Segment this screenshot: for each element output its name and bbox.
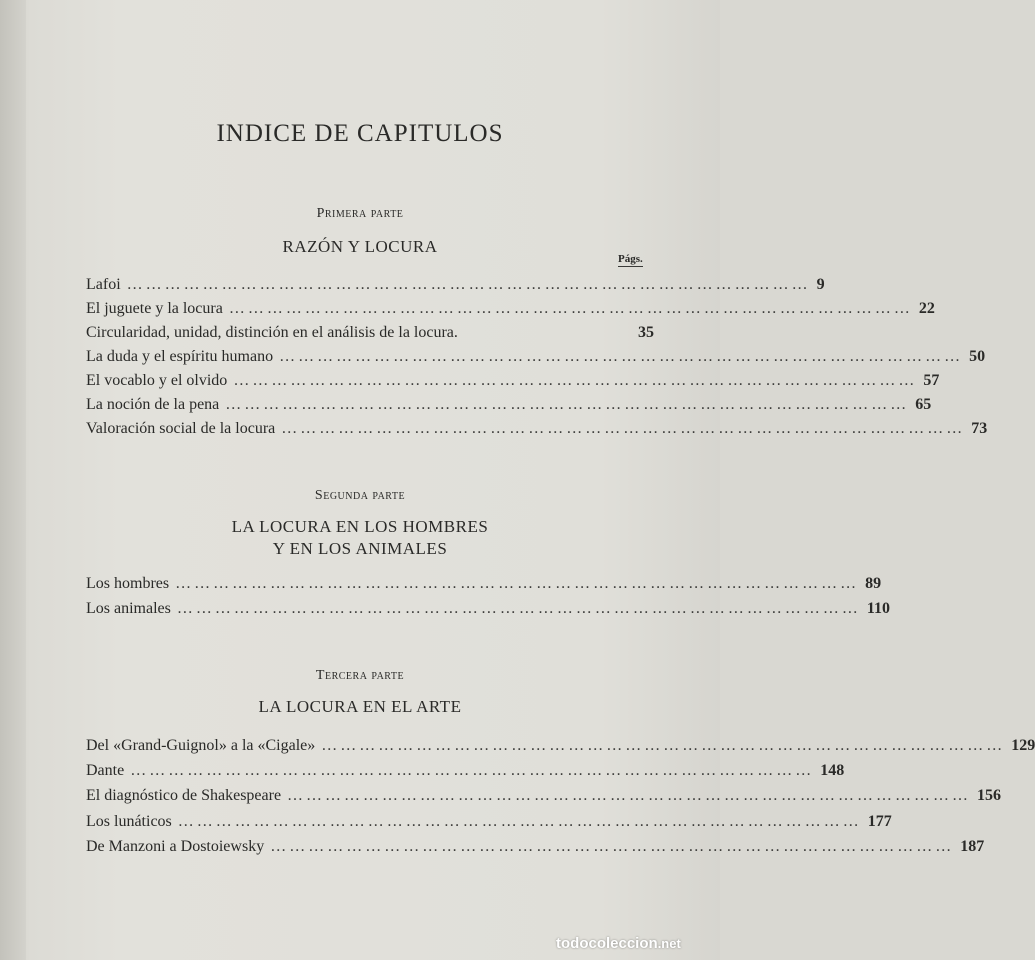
toc-entry-title: Los lunáticos xyxy=(86,813,172,830)
toc-entry[interactable] xyxy=(86,276,825,300)
toc-entry-page: 57 xyxy=(923,372,940,389)
toc-entry[interactable] xyxy=(86,348,986,372)
leader-dots: ……………………………………………………………………………………………… xyxy=(233,372,918,389)
part-title-2-line-1: LA LOCURA EN LOS HOMBRES xyxy=(231,517,489,536)
toc-entry-page: 148 xyxy=(820,762,845,779)
part-label-3: Tercera parte xyxy=(315,668,405,683)
toc-entry-title: El diagnóstico de Shakespeare xyxy=(86,787,282,804)
part-title-1: RAZÓN Y LOCURA xyxy=(282,237,438,256)
toc-entry[interactable] xyxy=(86,600,890,624)
toc-entry-title: La duda y el espíritu humano xyxy=(86,348,274,365)
pags-label: Págs. xyxy=(618,253,643,265)
toc-entry[interactable] xyxy=(86,737,1035,761)
toc-entry-title: Los animales xyxy=(86,600,171,617)
toc-entry[interactable] xyxy=(86,324,654,348)
toc-entry-page: 110 xyxy=(866,600,890,617)
leader-dots: ……………………………………………………………………………………………… xyxy=(228,300,913,317)
toc-entry[interactable] xyxy=(86,372,940,396)
toc-entry-page: 187 xyxy=(960,838,985,855)
toc-entry-title: De Manzoni a Dostoiewsky xyxy=(86,838,265,855)
toc-entry-page: 73 xyxy=(971,420,988,437)
toc-entry-page: 9 xyxy=(816,276,825,293)
toc-entry-page: 129 xyxy=(1011,737,1035,754)
toc-entry-title: Los hombres xyxy=(86,575,170,592)
toc-entry-title: El juguete y la locura xyxy=(86,300,223,317)
leader-dots: ……………………………………………………………………………………………… xyxy=(130,762,815,779)
leader-dots: ……………………………………………………………………………………………… xyxy=(176,600,861,617)
toc-entry-page: 156 xyxy=(977,787,1002,804)
toc-entry[interactable] xyxy=(86,300,935,324)
leader-dots: ……………………………………………………………………………………………… xyxy=(175,575,860,592)
toc-entry[interactable] xyxy=(86,420,988,444)
toc-entry-title: La noción de la pena xyxy=(86,396,220,413)
leader-dots: ……………………………………………………………………………………………… xyxy=(270,838,955,855)
part-label-2: Segunda parte xyxy=(314,488,406,503)
leader-dots: ……………………………………………………………………………………………… xyxy=(287,787,972,804)
page-title: INDICE DE CAPITULOS xyxy=(216,120,504,147)
toc-entry-page: 22 xyxy=(918,300,935,317)
part-title-3: LA LOCURA EN EL ARTE xyxy=(258,697,462,716)
toc-entry-title: El vocablo y el olvido xyxy=(86,372,228,389)
leader-dots: ……………………………………………………………………………………………… xyxy=(177,813,862,830)
toc-entry[interactable] xyxy=(86,762,845,786)
toc-entry-page: 177 xyxy=(867,813,892,830)
watermark-brand: todocoleccion xyxy=(556,935,658,952)
toc-entry[interactable] xyxy=(86,575,882,599)
watermark-suffix: .net xyxy=(657,936,681,951)
toc-entry-title: Lafoi xyxy=(86,276,121,293)
toc-entry-title: Dante xyxy=(86,762,125,779)
toc-entry-page: 35 xyxy=(638,324,654,341)
toc-entry-title: Valoración social de la locura xyxy=(86,420,276,437)
leader-dots: ……………………………………………………………………………………………… xyxy=(126,276,811,293)
toc-entry[interactable] xyxy=(86,838,985,862)
toc-entry-title: Circularidad, unidad, distinción en el análisis de la locura. xyxy=(86,324,458,341)
part-title-2-line-2: Y EN LOS ANIMALES xyxy=(272,539,448,558)
toc-entry[interactable] xyxy=(86,396,932,420)
toc-entry-title: Del «Grand-Guignol» a la «Cigale» xyxy=(86,737,316,754)
leader-dots: ……………………………………………………………………………………………… xyxy=(281,420,966,437)
watermark-logo xyxy=(556,935,716,957)
toc-entry[interactable] xyxy=(86,787,1002,811)
part-label-1: Primera parte xyxy=(316,206,404,221)
toc-entry-page: 65 xyxy=(915,396,932,413)
leader-dots: ……………………………………………………………………………………………… xyxy=(225,396,910,413)
leader-dots: ……………………………………………………………………………………………… xyxy=(279,348,964,365)
toc-entry[interactable] xyxy=(86,813,892,837)
toc-entry-page: 50 xyxy=(969,348,986,365)
leader-dots: ……………………………………………………………………………………………… xyxy=(321,737,1006,754)
toc-entry-page: 89 xyxy=(865,575,882,592)
